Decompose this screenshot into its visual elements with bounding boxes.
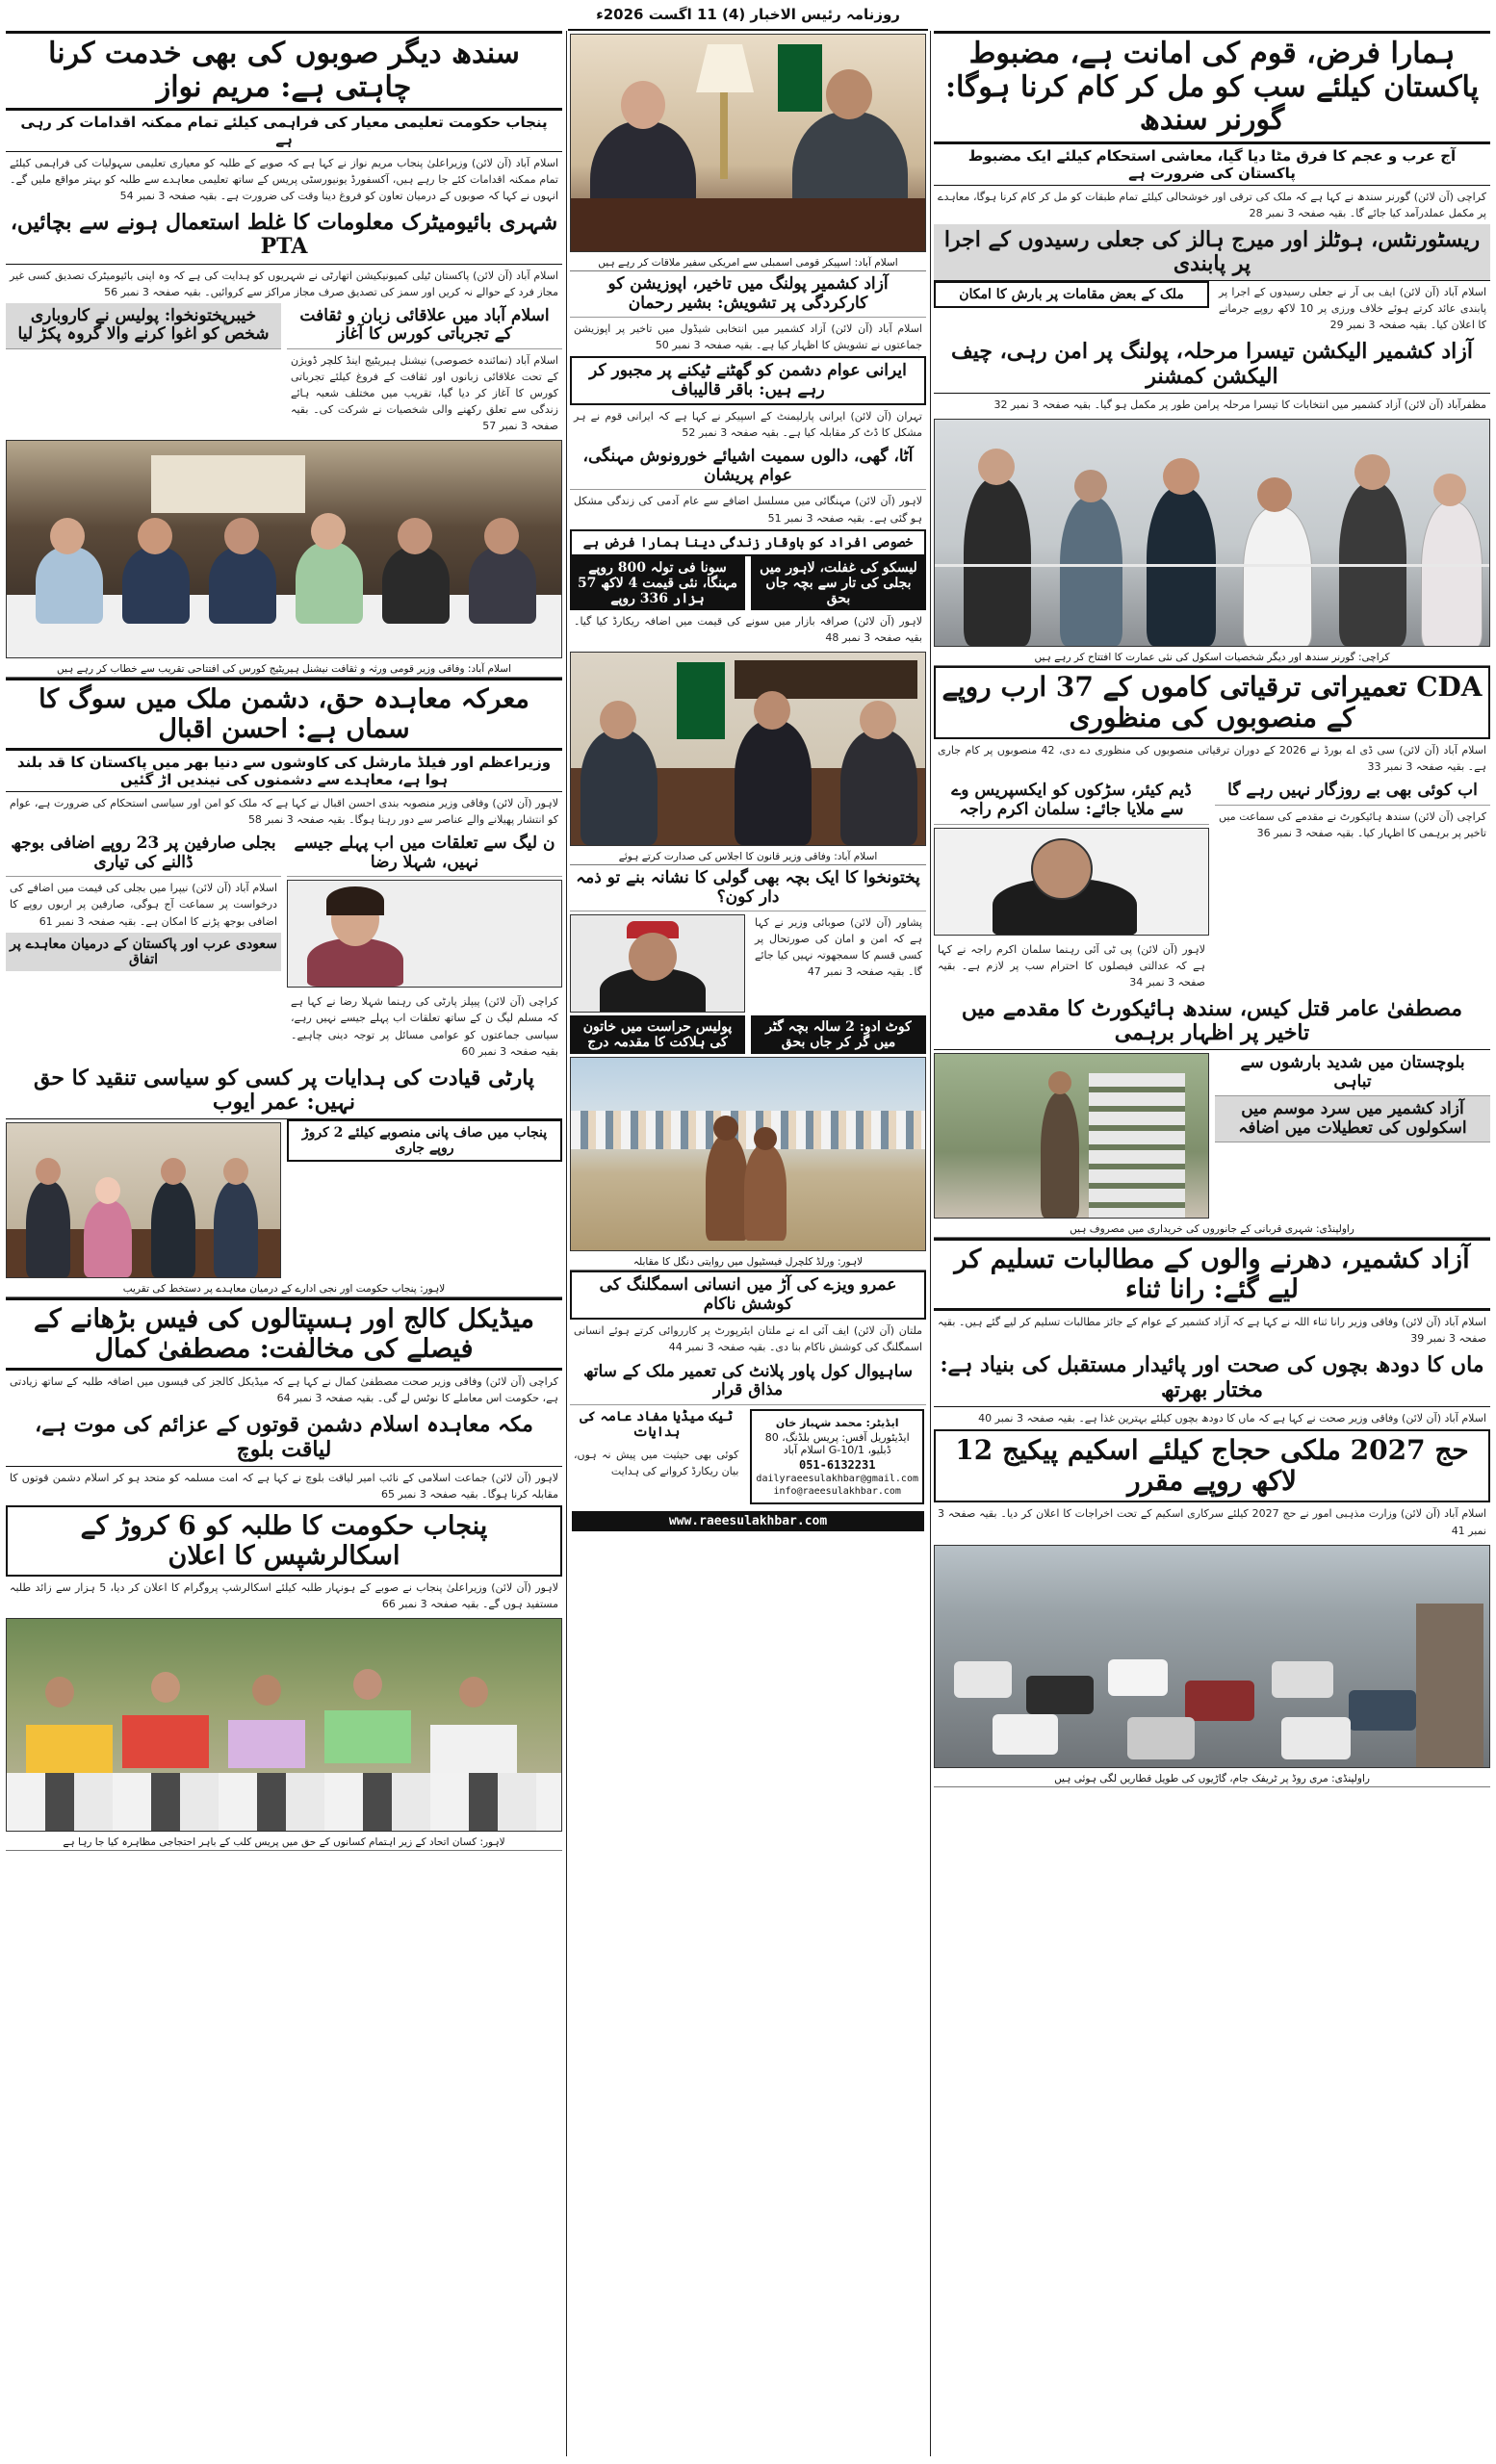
person-head [978, 449, 1015, 485]
placard [430, 1725, 517, 1773]
website-link[interactable]: www.raeesulakhbar.com [572, 1511, 924, 1531]
article-body: لاہور (آن لائن) وزیراعلیٰ پنجاب نے صوبے کے ہونہار طلبہ کیلئے اسکالرشپ پروگرام کا اعلان کر دیا، 5 ہزار سے زائد طلبہ مستفید ہوں گے۔ بقیہ صفحہ 3 نمبر 66 [10, 1581, 558, 1611]
person-head [252, 1675, 281, 1706]
headline: آٹا، گھی، دالوں سمیت اشیائے خورونوش مہنگی، عوام پریشان [570, 444, 926, 490]
article-body: کراچی (آن لائن) سندھ ہائیکورٹ نے مقدمے کی سماعت میں تاخیر پر برہمی کا اظہار کیا۔ بقیہ صفحہ 3 نمبر 36 [1219, 809, 1486, 840]
person [1060, 497, 1122, 646]
person-head [629, 933, 677, 981]
right-column [934, 31, 1490, 2456]
vehicle [1185, 1681, 1254, 1721]
article-body: اسلام آباد (آن لائن) وفاقی وزیر رانا ثناء اللہ نے کہا ہے کہ آزاد کشمیر کے عوام کے جائز مطالبات تسلیم کر لیے گئے ہیں۔ بقیہ صفحہ 3 نمبر 39 [938, 1316, 1486, 1346]
person-head [484, 518, 519, 554]
headline: ہمارا فرض، قوم کی امانت ہے، مضبوط پاکستان کیلئے سب کو مل کر کام کرنا ہوگا: گورنر سندھ [934, 31, 1490, 144]
headline: ماں کا دودھ بچوں کی صحت اور پائیدار مستقبل کی بنیاد ہے: مختار بھرتھ [934, 1349, 1490, 1407]
headline: ساہیوال کول پاور پلانٹ کی تعمیر ملک کے ساتھ مذاق قرار [570, 1359, 926, 1405]
article-body: اسلام آباد (آن لائن) وزیراعلیٰ پنجاب مریم نواز نے کہا ہے کہ صوبے کے طلبہ کو معیاری تعلیمی سہولیات کی فراہمی کیلئے تمام ممکنہ اقدامات کئے جا رہے ہیں، آکسفورڈ یونیورسٹی پریس کے ساتھ تعلیمی معاہدے سے طلبہ کو بہتر مواقع ملیں گے۔ انہوں نے کہا کہ صوبوں کے درمیان تعاون کو فروغ دینا وقت کی ضرورت ہے۔ بقیہ صفحہ 3 نمبر 54 [10, 157, 558, 203]
article-body: ملتان (آن لائن) ایف آئی اے نے ملتان ایئرپورٹ پر کارروائی کرتے ہوئے انسانی اسمگلنگ کی کوشش ناکام بنا دی۔ بقیہ صفحہ 3 نمبر 44 [574, 1324, 922, 1354]
person [1243, 506, 1312, 647]
person-head [353, 1669, 382, 1700]
headline: آزاد کشمیر الیکشن تیسرا مرحلہ، پولنگ پر امن رہی، چیف الیکشن کمشنر [934, 336, 1490, 394]
article-body: لاہور (آن لائن) وفاقی وزیر منصوبہ بندی احسن اقبال نے کہا ہے کہ ملک کو امن اور سیاسی استحکام کی ضرورت ہے، عوام کو انتشار پھیلانے والے عناصر سے دور رہنا ہوگا۔ بقیہ صفحہ 3 نمبر 58 [10, 797, 558, 827]
person-head [138, 518, 172, 554]
article-body: اسلام آباد (آن لائن) وزارت مذہبی امور نے حج 2027 کیلئے سرکاری اسکیم کے تحت اخراجات کا اعلان کر دیا۔ بقیہ صفحہ 3 نمبر 41 [938, 1507, 1486, 1537]
article-body: تہران (آن لائن) ایرانی پارلیمنٹ کے اسپیکر نے کہا ہے کہ ایرانی قوم نے ہر مشکل کا ڈٹ کر مقابلہ کیا ہے۔ بقیہ صفحہ 3 نمبر 52 [574, 410, 922, 440]
placard [228, 1720, 305, 1768]
left-column [6, 31, 562, 2456]
person [296, 542, 363, 624]
vehicle [1108, 1659, 1168, 1696]
headline: ڈیم کیئر، سڑکوں کو ایکسپریس وے سے ملایا جائے: سلمان اکرم راجہ [934, 778, 1209, 824]
headline: CDA تعمیراتی ترقیاتی کاموں کے 37 ارب روپے کے منصوبوں کی منظوری [934, 666, 1490, 739]
article-body: اسلام آباد (آن لائن) نیپرا میں بجلی کی قیمت میں اضافے کی درخواست پر سماعت آج ہوگی، صارفین پر اربوں روپے کا اضافی بوجھ پڑنے کا امکان ہے۔ بقیہ صفحہ 3 نمبر 61 [10, 882, 277, 928]
goods-stack [1089, 1073, 1185, 1218]
headline: پولیس حراست میں خاتون کی ہلاکت کا مقدمہ درج [570, 1015, 745, 1054]
person-head [1433, 474, 1466, 506]
photo-caption: لاہور: ورلڈ کلچرل فیسٹیول میں روایتی دنگل کا مقابلہ [570, 1254, 926, 1270]
person [964, 477, 1031, 646]
headline: ملک کے بعض مقامات پر بارش کا امکان [934, 281, 1209, 308]
photo-caption: کراچی: گورنر سندھ اور دیگر شخصیات اسکول کی نئی عمارت کا افتتاح کر رہے ہیں [934, 650, 1490, 666]
email-link[interactable]: info@raeesulakhbar.com [773, 1485, 901, 1497]
person [1421, 501, 1483, 647]
headline: عمرو ویزے کی آڑ میں انسانی اسمگلنگ کی کوشش ناکام [570, 1270, 926, 1320]
news-photo [570, 652, 926, 846]
photo-caption: اسلام آباد: وفاقی وزیر قانون کا اجلاس کی صدارت کرتے ہوئے [570, 849, 926, 865]
person-head [826, 69, 872, 119]
headline: میڈیکل کالج اور ہسپتالوں کی فیس بڑھانے کے فیصلے کی مخالفت: مصطفیٰ کمال [6, 1297, 562, 1371]
column-divider [566, 31, 567, 2456]
person [214, 1181, 258, 1277]
headline: ریسٹورنٹس، ہوٹلز اور میرج ہالز کی جعلی رسیدوں کے اجرا پر پابندی [934, 224, 1490, 282]
headline: مکہ معاہدہ اسلام دشمن قوتوں کے عزائم کی موت ہے، لیاقت بلوچ [6, 1409, 562, 1467]
headline: سونا فی تولہ 800 روپے مہنگا، نئی قیمت 4 لاکھ 57 ہزار 336 روپے [570, 556, 745, 610]
masthead: روزنامہ رئیس الاخبار (4) 11 اگست 2026ء [568, 6, 928, 31]
headline: پنجاب حکومت کا طلبہ کو 6 کروڑ کے اسکالرشپس کا اعلان [6, 1505, 562, 1577]
vehicle [993, 1714, 1058, 1755]
person-head [161, 1158, 186, 1185]
person [382, 547, 450, 624]
person [151, 1181, 195, 1277]
flag [778, 44, 822, 112]
headline: سندھ دیگر صوبوں کی بھی خدمت کرنا چاہتی ہے: مریم نواز [6, 31, 562, 111]
article-body: لاہور (آن لائن) جماعت اسلامی کے نائب امیر لیاقت بلوچ نے کہا ہے کہ امت مسلمہ کو متحد ہو کر اسلام دشمن قوتوں کا مقابلہ کرنا ہوگا۔ بقیہ صفحہ 3 نمبر 65 [10, 1472, 558, 1502]
wrestler [744, 1144, 787, 1241]
person-head [95, 1177, 120, 1204]
person [26, 1181, 70, 1277]
photo-caption: لاہور: کسان اتحاد کے زیر اہتمام کسانوں کے حق میں پریس کلب کے باہر احتجاجی مظاہرہ کیا جا رہا ہے [6, 1835, 562, 1851]
news-photo [934, 419, 1490, 647]
person-head [1257, 477, 1292, 512]
news-photo [934, 1053, 1209, 1219]
article-body: اسلام آباد (نمائندہ خصوصی) نیشنل ہیریٹیج اینڈ کلچر ڈویژن کے تحت علاقائی زبانوں اور ثقافت کے فروغ کیلئے تجرباتی کورس کا آغاز کر دیا گیا، تقریب میں مختلف شعبہ ہائے زندگی سے تعلق رکھنے والی شخصیات نے شرکت کی۔ بقیہ صفحہ 3 نمبر 57 [291, 353, 558, 433]
person-head [1048, 1071, 1071, 1094]
person-head [621, 81, 665, 129]
headline: آزاد کشمیر، دھرنے والوں کے مطالبات تسلیم کر لیے گئے: رانا ثناء [934, 1238, 1490, 1311]
news-photo [934, 1545, 1490, 1768]
article-body: اسلام آباد (آن لائن) سی ڈی اے بورڈ نے 2026 کے دوران ترقیاتی منصوبوں کی منظوری دے دی، 42 منصوبوں پر کام جاری ہے۔ بقیہ صفحہ 3 نمبر 33 [938, 744, 1486, 774]
placard [324, 1710, 411, 1763]
person [469, 547, 536, 624]
headline: معرکہ معاہدہ حق، دشمن ملک میں سوگ کا سماں ہے: احسن اقبال [6, 678, 562, 751]
wrestler [706, 1135, 748, 1241]
news-photo [6, 1618, 562, 1832]
lamp-stand [720, 92, 728, 179]
article-body: اسلام آباد (آن لائن) آزاد کشمیر میں انتخابی شیڈول میں تاخیر پر اپوزیشن جماعتوں نے تشویش کا اظہار کیا ہے۔ بقیہ صفحہ 3 نمبر 50 [574, 322, 922, 352]
portrait-photo [934, 828, 1209, 936]
vehicle [1349, 1690, 1416, 1731]
person-head [1031, 838, 1093, 900]
headline: پارٹی قیادت کی ہدایات پر کسی کو سیاسی تنقید کا حق نہیں: عمر ایوب [6, 1063, 562, 1120]
vehicle [1281, 1717, 1351, 1759]
person-head [600, 701, 636, 739]
headline: ٹیک میڈیا مفاد عامہ کی ہدایات [580, 1408, 734, 1440]
vehicle [954, 1661, 1012, 1698]
placard [26, 1725, 113, 1773]
headline: ن لیگ سے تعلقات میں اب پہلے جیسے نہیں، شہلا رضا [287, 831, 562, 877]
headline: اب کوئی بھی بے روزگار نہیں رہے گا [1215, 778, 1490, 806]
person [84, 1200, 132, 1277]
person-head [311, 513, 346, 550]
headline: ایرانی عوام دشمن کو گھٹنے ٹیکنے پر مجبور کر رہے ہیں: باقر قالیباف [570, 356, 926, 405]
photo-caption: اسلام آباد: اسپیکر قومی اسمبلی سے امریکی سفیر ملاقات کر رہے ہیں [570, 255, 926, 271]
news-photo [6, 1122, 281, 1278]
headline: سعودی عرب اور پاکستان کے درمیان معاہدے پر اتفاق [6, 933, 281, 971]
office-address: ایڈیٹوریل آفس: پریس بلڈنگ، 80 ڈبلیو، G-10/1 اسلام آباد [764, 1430, 910, 1456]
person-head [223, 1158, 248, 1185]
headline: مصطفیٰ عامر قتل کیس، سندھ ہائیکورٹ کا مقدمے میں تاخیر پر اظہار برہمی [934, 993, 1490, 1051]
sofa [571, 198, 925, 251]
headline: بلوچستان میں شدید بارشوں سے تباہی [1215, 1050, 1490, 1096]
person-head [50, 518, 85, 554]
headline: اسلام آباد میں علاقائی زبان و ثقافت کے تجرباتی کورس کا آغاز [287, 303, 562, 349]
imprint-box [750, 1409, 924, 1504]
person-head [459, 1677, 488, 1707]
headline: کوٹ ادو: 2 سالہ بچہ گٹر میں گر کر جاں بحق [751, 1015, 926, 1054]
news-photo [570, 34, 926, 252]
article-body: پشاور (آن لائن) صوبائی وزیر نے کہا ہے کہ امن و امان کی صورتحال پر کسی قسم کا سمجھوتہ نہیں کیا جائے گا۔ بقیہ صفحہ 3 نمبر 47 [755, 916, 922, 979]
headline: بجلی صارفین پر 23 روپے اضافی بوجھ ڈالنے کی تیاری [6, 831, 281, 877]
article-body: اسلام آباد (آن لائن) پاکستان ٹیلی کمیونیکیشن اتھارٹی نے شہریوں کو ہدایت کی ہے کہ وہ اپنی بائیومیٹرک تصدیق کسی غیر مجاز فرد کے حوالے نہ کریں اور سمز کی تصدیق صرف مجاز مراکز سے کروائیں۔ بقیہ صفحہ 3 نمبر 56 [10, 269, 558, 298]
ribbon [935, 564, 1489, 567]
person-head [151, 1672, 180, 1703]
vehicle [1272, 1661, 1333, 1698]
person [735, 720, 812, 845]
article-body: لاہور (آن لائن) مہنگائی میں مسلسل اضافے سے عام آدمی کی زندگی مشکل ہو گئی ہے۔ بقیہ صفحہ 3 نمبر 51 [574, 495, 922, 525]
building [1416, 1604, 1483, 1767]
portrait-photo [287, 880, 562, 988]
person [122, 547, 190, 624]
person [209, 547, 276, 624]
headline: لیسکو کی غفلت، لاہور میں بجلی کی تار سے بچہ جاں بحق [751, 556, 926, 610]
person-head [224, 518, 259, 554]
article-body: اسلام آباد (آن لائن) وفاقی وزیر صحت نے کہا ہے کہ ماں کا دودھ بچوں کیلئے بہترین غذا ہے۔ بقیہ صفحہ 3 نمبر 40 [978, 1412, 1486, 1425]
person-head [860, 701, 896, 739]
middle-column [570, 31, 926, 2456]
article-body: کراچی (آن لائن) وفاقی وزیر صحت مصطفیٰ کمال نے کہا ہے کہ میڈیکل کالجز کی فیسوں میں اضافہ طلبہ کے ساتھ زیادتی ہے، حکومت اس معاملے کا نوٹس لے گی۔ بقیہ صفحہ 3 نمبر 64 [10, 1375, 558, 1405]
article-body: لاہور (آن لائن) پی ٹی آئی رہنما سلمان اکرم راجہ نے کہا ہے کہ عدالتی فیصلوں کا احترام سب پر لازم ہے۔ بقیہ صفحہ 3 نمبر 34 [938, 942, 1205, 988]
person-head [36, 1158, 61, 1185]
person-head [1354, 454, 1390, 490]
headline: شہری بائیومیٹرک معلومات کا غلط استعمال ہونے سے بچائیں، PTA [6, 207, 562, 265]
placard [122, 1715, 209, 1768]
headline: خصوصی افراد کو باوقار زندگی دینا ہمارا فرض ہے [570, 529, 926, 556]
news-photo [570, 1057, 926, 1251]
headline: پختونخوا کا ایک بچہ بھی گولی کا نشانہ بنے تو ذمہ دار کون؟ [570, 865, 926, 911]
subheadline: آج عرب و عجم کا فرق مٹا دیا گیا، معاشی استحکام کیلئے ایک مضبوط پاکستان کی ضرورت ہے [934, 144, 1490, 186]
article-body: کراچی (آن لائن) پیپلز پارٹی کی رہنما شہلا رضا نے کہا ہے کہ مسلم لیگ ن کے ساتھ تعلقات اب پہلے جیسے نہیں رہے، سیاسی جماعتوں کو عوامی مسائل پر توجہ دینی چاہیے۔ بقیہ صفحہ 3 نمبر 60 [291, 995, 558, 1058]
headline: آزاد کشمیر پولنگ میں تاخیر، اپوزیشن کو کارکردگی پر تشویش: بشیر رحمان [570, 271, 926, 318]
crowd [571, 1111, 925, 1149]
article-body: لاہور (آن لائن) صرافہ بازار میں سونے کی قیمت میں اضافہ ریکارڈ کیا گیا۔ بقیہ صفحہ 3 نمبر 48 [574, 614, 922, 644]
person [580, 730, 658, 845]
person-head [754, 691, 790, 730]
person-head [45, 1677, 74, 1707]
article-body: کراچی (آن لائن) گورنر سندھ نے کہا ہے کہ ملک کی ترقی اور خوشحالی کیلئے تمام طبقات کو مل کر کام کرنا ہوگا، معاہدے پر مکمل عملدرآمد کیا جائے گا۔ بقیہ صفحہ 3 نمبر 28 [938, 190, 1486, 219]
hair [326, 886, 384, 915]
person [840, 730, 917, 845]
headline: آزاد کشمیر میں سرد موسم میں اسکولوں کی تعطیلات میں اضافہ [1215, 1096, 1490, 1142]
headline: خیبرپختونخوا: پولیس نے کاروباری شخص کو اغوا کرنے والا گروہ پکڑ لیا [6, 303, 281, 349]
crowd [7, 1773, 561, 1831]
subheadline: پنجاب حکومت تعلیمی معیار کی فراہمی کیلئے تمام ممکنہ اقدامات کر رہی ہے [6, 111, 562, 152]
vehicle [1127, 1717, 1195, 1759]
lamp [696, 44, 754, 92]
vehicle [1026, 1676, 1094, 1714]
person [1041, 1092, 1079, 1218]
email-link[interactable]: dailyraeesulakhbar@gmail.com [756, 1473, 918, 1484]
column-divider [930, 31, 931, 2456]
subheadline: وزیراعظم اور فیلڈ مارشل کی کاوشوں سے دنیا بھر میں پاکستان کا قد بلند ہوا ہے، معاہدے سے دشمنوں کی نیندیں اڑ گئیں [6, 751, 562, 792]
photo-caption: لاہور: پنجاب حکومت اور نجی ادارے کے درمیان معاہدے پر دستخط کی تقریب [6, 1281, 562, 1297]
phone-number: 051-6132231 [798, 1457, 876, 1472]
editor-name: ایڈیٹر: محمد شہباز خان [775, 1416, 899, 1429]
person-head [398, 518, 432, 554]
headline: پنجاب میں صاف پانی منصوبے کیلئے 2 کروڑ روپے جاری [287, 1119, 562, 1162]
banner [151, 455, 305, 513]
article-body: کوئی بھی حیثیت میں پیش نہ ہوں، بیان ریکارڈ کروانے کی ہدایت [574, 1448, 739, 1477]
photo-caption: اسلام آباد: وفاقی وزیر قومی ورثہ و ثقافت نیشنل ہیریٹیج کورس کی افتتاحی تقریب سے خطاب کر رہے ہیں [6, 661, 562, 678]
photo-caption: راولپنڈی: شہری قربانی کے جانوروں کی خریداری میں مصروف ہیں [934, 1221, 1490, 1238]
article-body: مظفرآباد (آن لائن) آزاد کشمیر میں انتخابات کا تیسرا مرحلہ پرامن طور پر مکمل ہو گیا۔ بقیہ صفحہ 3 نمبر 32 [993, 398, 1486, 411]
flag [677, 662, 725, 739]
headline: حج 2027 ملکی حجاج کیلئے اسکیم پیکیج 12 لاکھ روپے مقرر [934, 1429, 1490, 1502]
person-head [1163, 458, 1199, 495]
person-head [1074, 470, 1107, 502]
portrait-photo [570, 914, 745, 1013]
news-photo [6, 440, 562, 658]
person [36, 547, 103, 624]
photo-caption: راولپنڈی: مری روڈ پر ٹریفک جام، گاڑیوں کی طویل قطاریں لگی ہوئی ہیں [934, 1771, 1490, 1787]
article-body: اسلام آباد (آن لائن) ایف بی آر نے جعلی رسیدوں کے اجرا پر پابندی عائد کرتے ہوئے خلاف ورزی پر 10 لاکھ روپے جرمانے کا اعلان کیا۔ بقیہ صفحہ 3 نمبر 29 [1219, 286, 1487, 332]
